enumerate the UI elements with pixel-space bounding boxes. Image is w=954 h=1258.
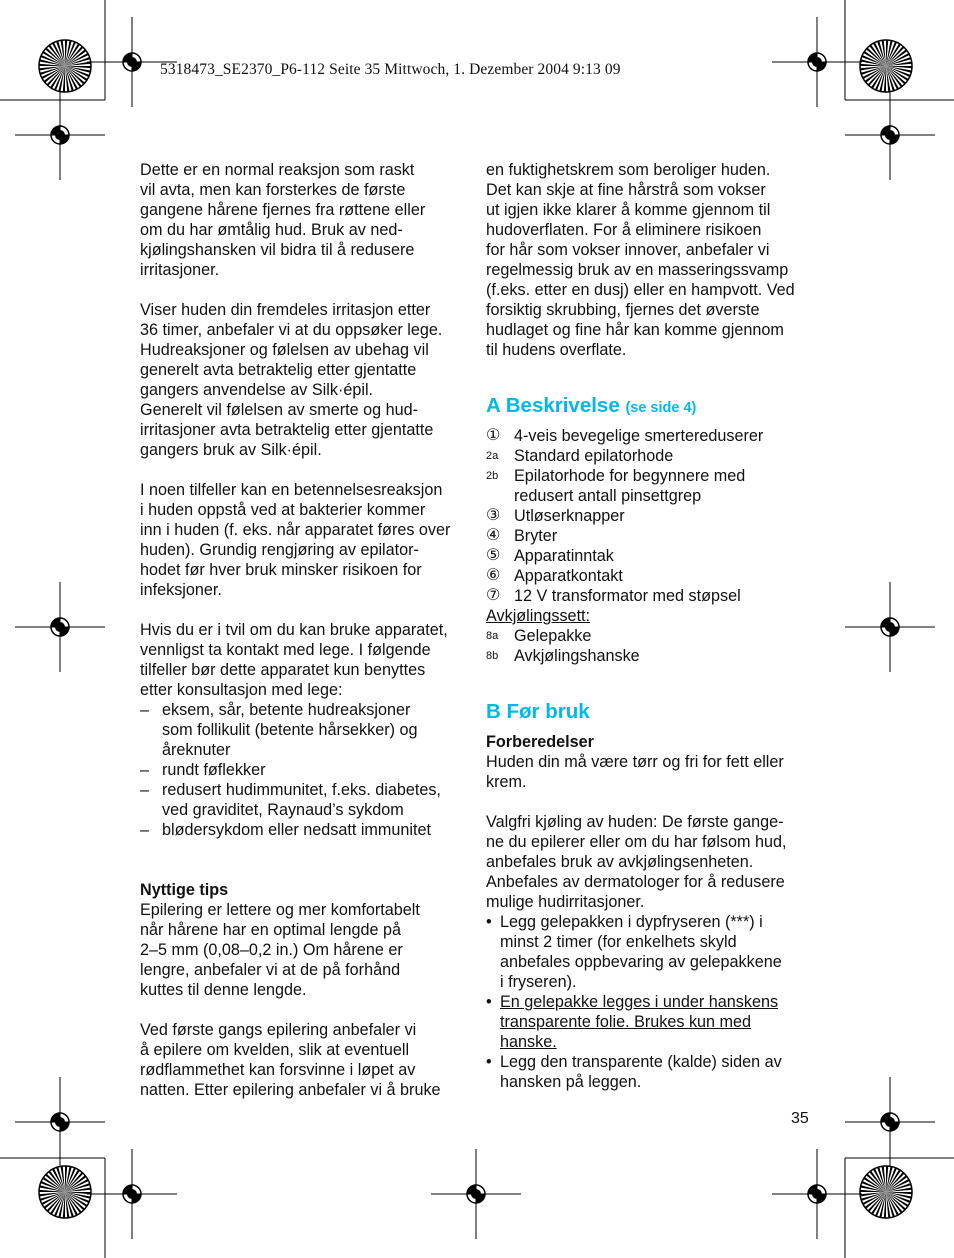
crosshair-mark xyxy=(15,582,105,672)
starburst-mark xyxy=(860,1166,912,1218)
starburst-mark xyxy=(39,1166,91,1218)
starburst-mark xyxy=(39,40,91,92)
bullet-item: • Legg den transparente (kalde) siden av hansken på leggen. xyxy=(486,1053,782,1091)
paragraph: Viser huden din fremdeles irritasjon etter 36 timer, anbefaler vi at du oppsøker lege. Hudreaksjoner og følelsen av ubehag vil generelt avta betraktelig etter gjentatte gangers anvendelse av Silk·épil. Generelt vil følelsen av smerte og hud- irritasjoner avta betraktelig etter gjentatte gangers bruk av Silk·épil. xyxy=(140,301,443,459)
paragraph: I noen tilfeller kan en betennelsesreaksjon i huden oppstå ved at bakterier kommer inn i huden (f. eks. når apparatet føres over huden). Grundig rengjøring av epilator- hodet før hver bruk minsker risikoen for infeksjoner. xyxy=(140,481,451,599)
crosshair-mark xyxy=(431,1149,521,1239)
left-column xyxy=(140,160,470,1100)
dash-list-item: – rundt føflekker xyxy=(140,761,266,779)
dash-list-item: – redusert hudimmunitet, f.eks. diabetes, ved graviditet, Raynaud’s sykdom xyxy=(140,781,441,819)
component-item: ⑤ Apparatinntak xyxy=(486,547,614,565)
crosshair-mark xyxy=(15,1077,105,1167)
page-number: 35 xyxy=(791,1110,809,1127)
component-item: ④ Bryter xyxy=(486,527,558,545)
paragraph: Dette er en normal reaksjon som raskt vil avta, men kan forsterkes de første gangene hårene fjernes fra røttene eller om du har ømtålig hud. Bruk av ned- kjølingshansken vil bidra til å redusere irritasjoner. xyxy=(140,161,426,279)
paragraph: Epilering er lettere og mer komfortabelt når hårene har en optimal lengde på 2–5 mm (0,08–0,2 in.) Om hårene er lengre, anbefaler vi at de på forhånd kuttes til denne lengde. xyxy=(140,901,420,999)
starburst-mark xyxy=(860,40,912,92)
component-item: ⑥ Apparatkontakt xyxy=(486,567,623,585)
crosshair-mark xyxy=(772,1149,862,1239)
prep-heading: Forberedelser xyxy=(486,733,594,751)
crosshair-mark xyxy=(845,582,935,672)
paragraph: Ved første gangs epilering anbefaler vi å epilere om kvelden, slik at eventuell rødflammethet kan forsvinne i løpet av natten. Etter epilering anbefaler vi å bruke xyxy=(140,1021,441,1099)
section-heading-b: B Før bruk xyxy=(486,700,590,723)
dash-list-item: – eksem, sår, betente hudreaksjoner som follikulit (betente hårsekker) og åreknuter xyxy=(140,701,418,759)
crosshair-mark xyxy=(87,1149,177,1239)
component-item: ⑦ 12 V transformator med støpsel xyxy=(486,587,741,605)
section-heading-a: A Beskrivelse (se side 4) xyxy=(486,394,697,417)
component-item: ① 4-veis bevegelige smertereduserer xyxy=(486,427,764,445)
print-header: 5318473_SE2370_P6-112 Seite 35 Mittwoch, 1. Dezember 2004 9:13 09 xyxy=(160,61,621,78)
tips-heading: Nyttige tips xyxy=(140,881,229,899)
crosshair-mark xyxy=(15,90,105,180)
bullet-item: • Legg gelepakken i dypfryseren (***) i minst 2 timer (for enkelhets skyld anbefales oppbevaring av gelepakkene i fryseren). xyxy=(486,913,782,991)
paragraph: Hvis du er i tvil om du kan bruke apparatet, vennligst ta kontakt med lege. I følgende tilfeller bør dette apparatet kun benyttes etter konsultasjon med lege: xyxy=(140,621,448,699)
crosshair-mark xyxy=(772,17,862,107)
component-item: 8a Gelepakke xyxy=(486,627,592,645)
paragraph: en fuktighetskrem som beroliger huden. Det kan skje at fine hårstrå som vokser ut igjen ikke klarer å komme gjennom til hudoverflaten. For å eliminere risikoen for hår som vokser innover, anbefaler vi regelmessig bruk av en masseringssvamp (f.eks. etter en dusj) eller en hampvott. Ved forsiktig skrubbing, fjernes det øverste hudlaget og fine hår kan komme gjennom til hudens overflate. xyxy=(486,161,795,359)
right-column xyxy=(486,160,816,1092)
crosshair-mark xyxy=(845,90,935,180)
paragraph: Huden din må være tørr og fri for fett eller krem. xyxy=(486,753,784,791)
paragraph: Valgfri kjøling av huden: De første gange- ne du epilerer eller om du har følsom hud, anbefales bruk av avkjølingsenheten. Anbefales av dermatologer for å redusere mulige hudirritasjoner. xyxy=(486,813,787,911)
component-item: 8b Avkjølingshanske xyxy=(486,647,640,665)
crosshair-mark xyxy=(845,1077,935,1167)
component-item: ③ Utløserknapper xyxy=(486,507,625,525)
component-item: 2b Epilatorhode for begynnere med redusert antall pinsettgrep xyxy=(486,467,746,505)
cooling-set-label: Avkjølingssett: xyxy=(486,607,591,625)
dash-list-item: – blødersykdom eller nedsatt immunitet xyxy=(140,821,431,839)
bullet-item: • En gelepakke legges i under hanskens transparente folie. Brukes kun med hanske. xyxy=(486,993,779,1051)
component-item: 2a Standard epilatorhode xyxy=(486,447,674,465)
